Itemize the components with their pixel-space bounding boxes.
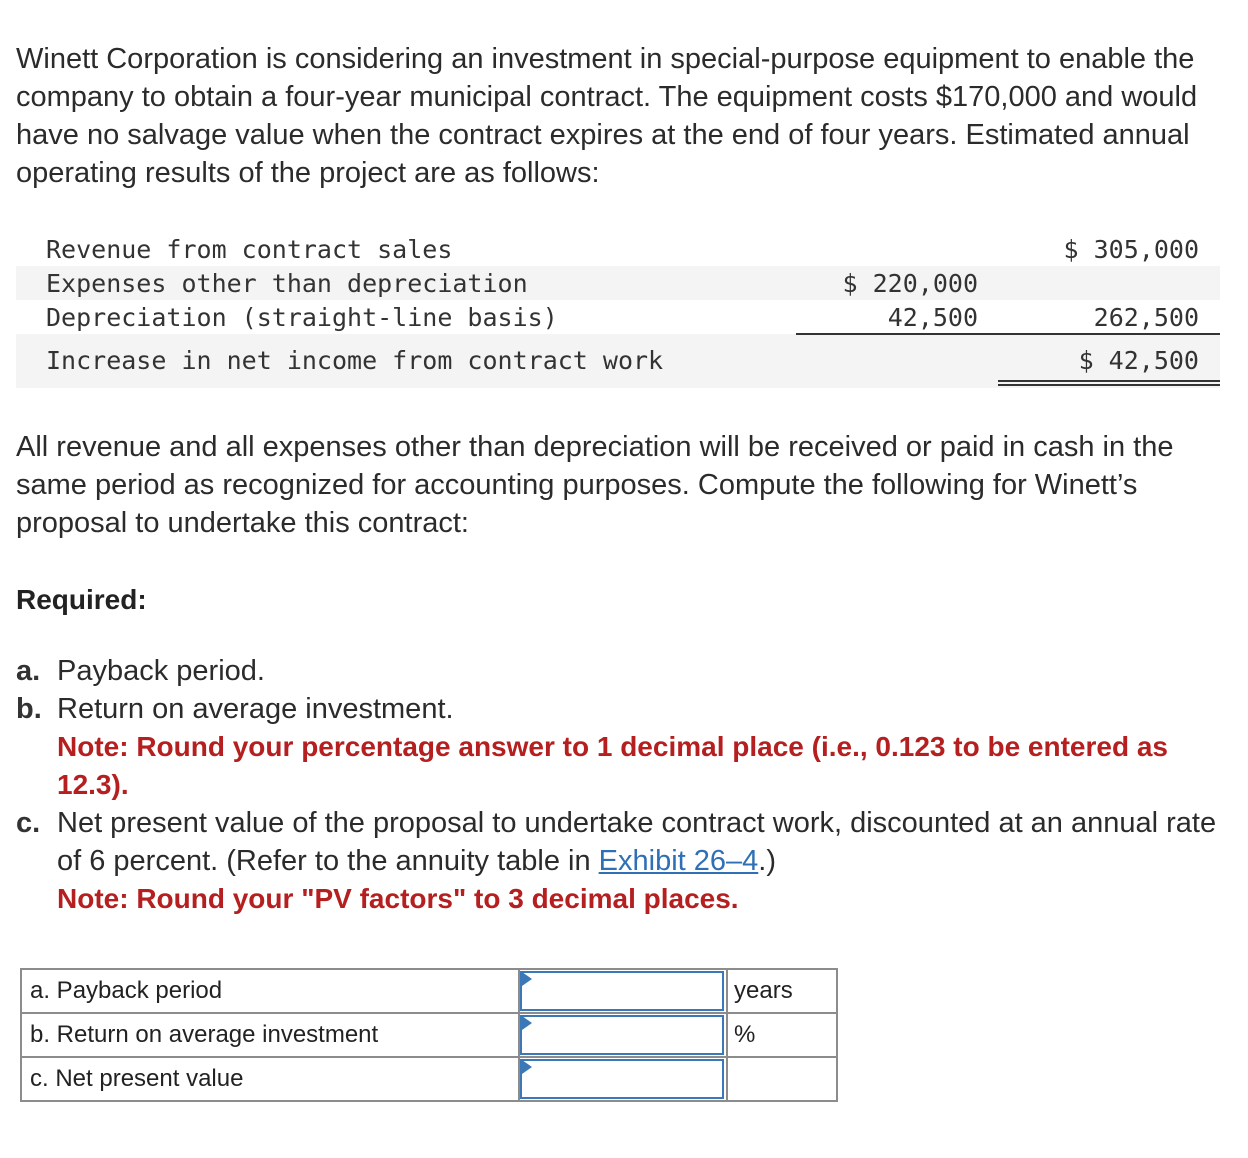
net-income-amount: $ 42,500 [1078,346,1199,375]
answer-row-npv [21,1057,837,1101]
input-flag-icon [522,1016,532,1030]
problem-body: All revenue and all expenses other than depreciation will be received or paid in cash in the same period as recognized for accounting purposes. Compute the following for Winett’s proposal to undertake this contract: [16,431,1174,539]
expenses-amount: $ 220,000 [842,269,978,298]
npv-label: c. Net present value [21,1057,519,1101]
income-statement [16,232,1220,388]
input-flag-icon [522,1060,532,1074]
required-item-c [16,804,1231,877]
payback-input-cell [519,969,727,1013]
item-b-note: Note: Round your percentage answer to 1 decimal place (i.e., 0.123 to be entered as 12.3). [57,731,1169,800]
input-flag-icon [522,972,532,986]
item-c-key: c. [16,807,41,839]
item-c-text-after: .) [758,845,776,877]
return-input-cell [519,1013,727,1057]
required-heading: Required: [16,584,147,615]
net-income-label: Increase in net income from contract work [46,346,664,375]
item-b-text: Return on average investment. [57,693,454,725]
npv-unit [727,1057,837,1101]
return-label: b. Return on average investment [21,1013,519,1057]
item-c-text [57,804,1227,880]
depreciation-amount: 42,500 [887,303,978,332]
payback-unit: years [727,969,837,1013]
total-underline [998,333,1220,335]
payback-label: a. Payback period [21,969,519,1013]
required-item-a [16,652,1231,690]
answer-row-return [21,1013,837,1057]
revenue-amount: $ 305,000 [1063,235,1199,264]
row-expenses [16,266,1220,300]
problem-intro: Winett Corporation is considering an investment in special-purpose equipment to enable the company to obtain a four-year municipal contract. The equipment costs $170,000 and would have no salvage value when the contract expires at the end of four years. Estimated annual operating results of the project are as follows: [16,43,1198,189]
required-item-b [16,690,1231,728]
npv-input[interactable] [520,1059,724,1099]
exhibit-link[interactable]: Exhibit 26–4 [598,845,759,877]
npv-input-cell [519,1057,727,1101]
item-c-note: Note: Round your "PV factors" to 3 decimal places. [57,883,739,914]
answer-table [20,968,838,1102]
subtotal-underline [796,333,1000,335]
total-expenses-amount: 262,500 [1093,303,1199,332]
return-unit: % [727,1013,837,1057]
row-revenue [16,232,1220,266]
item-a-key: a. [16,655,41,687]
item-b-key: b. [16,693,42,725]
revenue-label: Revenue from contract sales [46,235,453,264]
item-a-text: Payback period. [57,655,265,687]
expenses-label: Expenses other than depreciation [46,269,528,298]
row-depreciation [16,300,1220,334]
answer-row-payback [21,969,837,1013]
return-input[interactable] [520,1015,724,1055]
double-underline [998,380,1220,386]
depreciation-label: Depreciation (straight-line basis) [46,303,558,332]
payback-input[interactable] [520,971,724,1011]
item-c-text-before: Net present value of the proposal to undertake contract work, discounted at an annual rate of 6 percent. (Refer to the annuity table in [57,807,1217,877]
